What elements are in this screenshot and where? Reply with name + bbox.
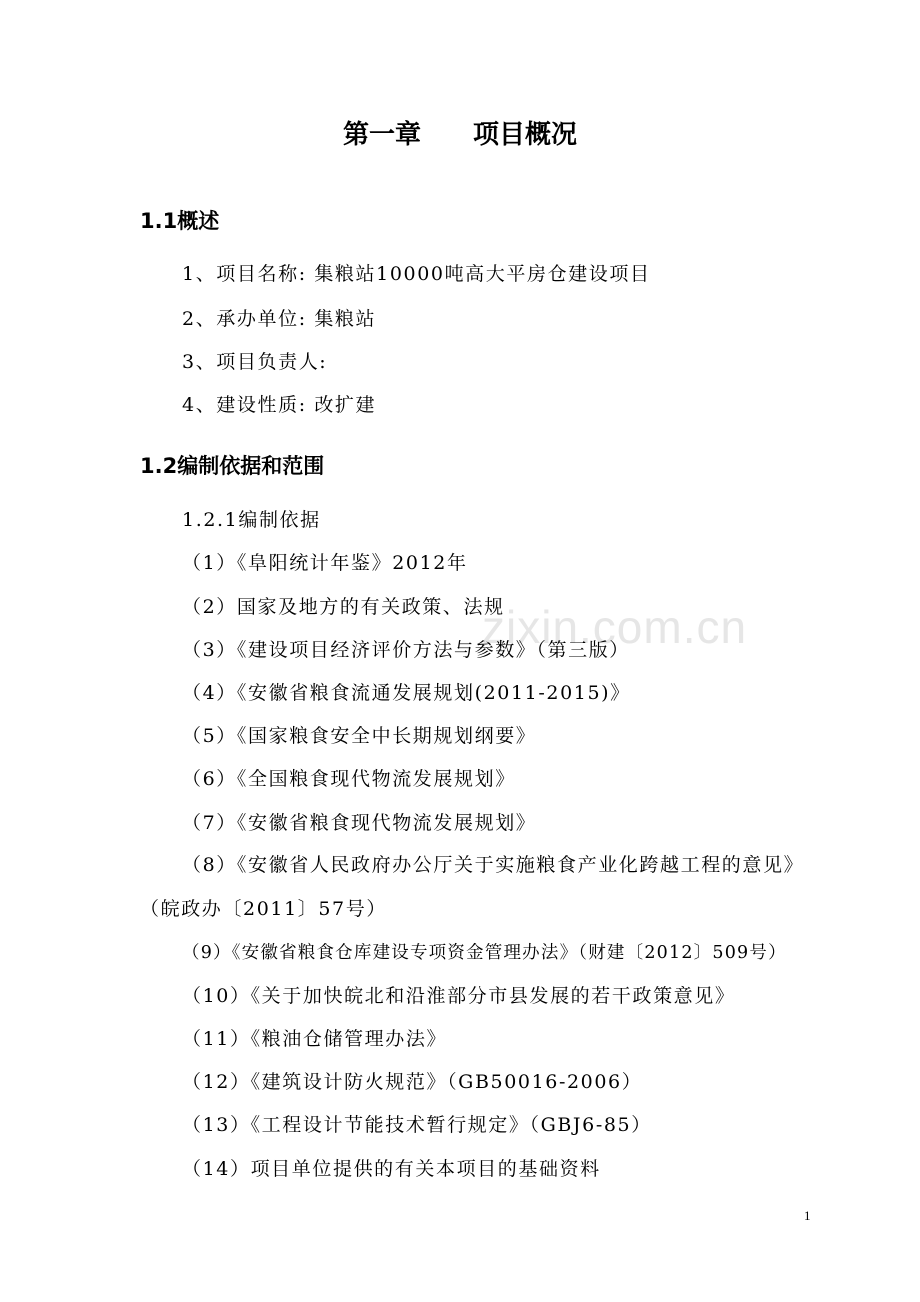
reference-item-14: （14）项目单位提供的有关本项目的基础资料 [182,1158,601,1180]
reference-item-5: （5）《国家粮食安全中长期规划纲要》 [182,725,537,747]
reference-item-7: （7）《安徽省粮食现代物流发展规划》 [182,812,537,834]
page-number: 1 [804,1208,811,1223]
reference-item-11: （11）《粮油仓储管理办法》 [182,1028,448,1050]
overview-item-project-leader: 3、项目负责人: [182,351,328,373]
reference-item-1: （1）《阜阳统计年鉴》2012年 [182,552,468,574]
chapter-title: 第一章 项目概况 [342,120,577,150]
reference-item-13: （13）《工程设计节能技术暂行规定》（GBJ6-85） [182,1114,652,1136]
subsection-heading-1-2-1: 1.2.1编制依据 [182,509,321,531]
overview-item-organizer: 2、承办单位: 集粮站 [182,308,377,330]
reference-item-8-continuation: （皖政办〔2011〕57号） [140,898,387,920]
reference-item-12: （12）《建筑设计防火规范》（GB50016-2006） [182,1071,643,1093]
reference-item-10: （10）《关于加快皖北和沿淮部分市县发展的若干政策意见》 [182,985,736,1007]
watermark: zixin.com.cn [482,601,748,653]
overview-item-project-name: 1、项目名称: 集粮站10000吨高大平房仓建设项目 [182,263,651,285]
reference-item-6: （6）《全国粮食现代物流发展规划》 [182,768,516,790]
section-heading-1-1: 1.1概述 [140,209,220,233]
overview-item-construction-type: 4、建设性质: 改扩建 [182,394,377,416]
section-heading-1-2: 1.2编制依据和范围 [140,454,325,478]
reference-item-2: （2）国家及地方的有关政策、法规 [182,596,505,618]
reference-item-3: （3）《建设项目经济评价方法与参数》（第三版） [182,639,630,661]
reference-item-9: （9）《安徽省粮食仓库建设专项资金管理办法》（财建〔2012〕509号） [182,943,787,963]
reference-item-4: （4）《安徽省粮食流通发展规划(2011-2015)》 [182,682,631,704]
reference-item-8: （8）《安徽省人民政府办公厅关于实施粮食产业化跨越工程的意见》 [182,854,805,876]
